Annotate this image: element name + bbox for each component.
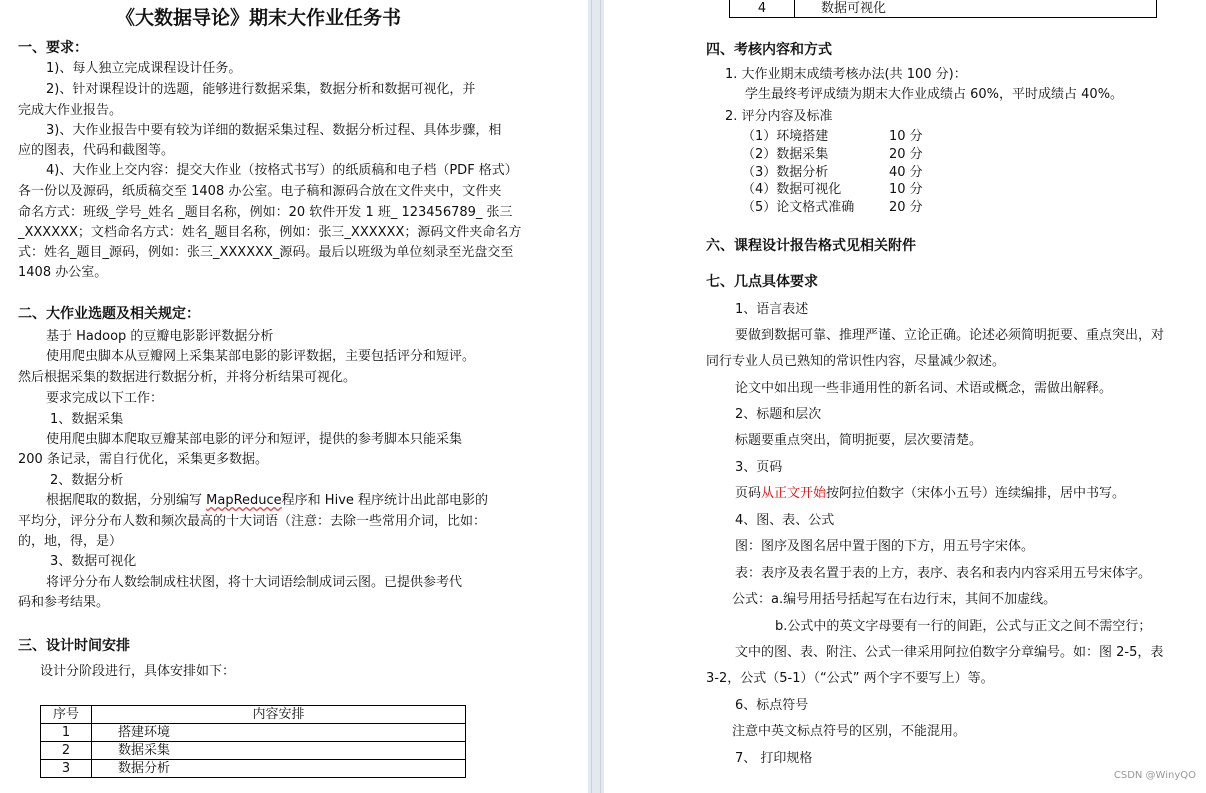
table-cell: 数据分析 [92,760,466,778]
s1-item-4-cont-1: 各一份以及源码，纸质稿交至 1408 办公室。电子稿和源码合放在文件夹中，文件夹 [18,184,502,199]
s2-work-3-desc: 将评分分布人数绘制成柱状图，将十大词语绘制成词云图。已提供参考代 [46,575,463,590]
s3-desc: 设计分阶段进行，具体安排如下： [40,664,236,679]
s1-item-1: 1)、每人独立完成课程设计任务。 [46,61,242,76]
watermark-text: CSDN @WinyQO [1113,770,1196,781]
score-item: （1）环境搭建 [742,129,829,144]
req-3-desc-pre: 页码 [735,486,762,501]
req-4-figure: 图：图序及图名居中置于图的下方，用五号字宋体。 [735,539,1035,554]
doc-title: 《大数据导论》期末大作业任务书 [116,7,402,29]
s1-item-2: 2)、针对课程设计的选题，能够进行数据采集，数据分析和数据可视化，并 [46,82,476,97]
req-1-desc-cont: 同行专业人员已熟知的常识性内容，尽量减少叙述。 [706,354,1006,369]
s2-work-2-desc-post: 程序和 Hive 程序统计出此部电影的 [281,493,489,508]
s2-work-2: 2、数据分析 [50,473,124,488]
s4-item-2: 2. 评分内容及标准 [725,109,833,124]
score-item: （2）数据采集 [742,147,829,162]
s1-item-3: 3)、大作业报告中要有较为详细的数据采集过程、数据分析过程、具体步骤，相 [46,123,502,138]
table-cell: 1 [41,724,92,742]
s2-work-2-desc-cont-1: 平均分，评分分布人数和频次最高的十大词语（注意：去除一些常用介词，比如： [18,514,487,529]
req-6-desc: 注意中英文标点符号的区别，不能混用。 [732,724,967,739]
req-1-desc-2: 论文中如出现一些非通用性的新名词、术语或概念，需做出解释。 [735,381,1113,396]
score-item: （4）数据可视化 [742,182,842,197]
s2-desc-cont: 然后根据采集的数据进行数据分析，并将分析结果可视化。 [18,370,357,385]
score-value: 10 分 [889,129,923,144]
score-value: 10 分 [889,182,923,197]
table-cell: 数据可视化 [795,0,1157,18]
section-3-title: 三、设计时间安排 [18,638,130,654]
req-3: 3、页码 [735,460,783,475]
mapreduce-term: MapReduce [206,493,282,508]
req-4: 4、图、表、公式 [735,513,835,528]
s2-work-2-desc [46,492,488,510]
req-2-desc: 标题要重点突出，简明扼要，层次要清楚。 [735,433,983,448]
table-cell: 4 [730,0,795,18]
req-3-desc-highlight: 从正文开始 [761,486,827,501]
table-header-cell: 序号 [41,706,92,724]
req-1: 1、语言表述 [735,302,809,317]
req-4-table: 表：表序及表名置于表的上方，表序、表名和表内内容采用五号宋体字。 [735,566,1152,581]
s2-work-2-desc-cont-2: 的，地，得，是） [18,534,123,549]
s1-item-3-cont: 应的图表，代码和截图等。 [18,143,175,158]
section-2-title: 二、大作业选题及相关规定： [18,306,200,322]
s2-work-1-desc: 使用爬虫脚本爬取豆瓣某部电影的评分和短评，提供的参考脚本只能采集 [46,432,463,447]
s1-item-4-cont-4: 式：姓名_题目_源码，例如：张三_XXXXXX_源码。最后以班级为单位刻录至光盘交至 [18,245,514,260]
score-item: （5）论文格式准确 [742,200,855,215]
section-1-title: 一、要求： [18,40,88,56]
s1-item-4: 4)、大作业上交内容：提交大作业（按格式书写）的纸质稿和电子档（PDF 格式） [46,163,518,178]
req-2: 2、标题和层次 [735,407,822,422]
s2-topic: 基于 Hadoop 的豆瓣电影影评数据分析 [46,329,274,344]
req-3-desc [735,485,1125,503]
req-7: 7、 打印规格 [735,751,813,766]
s2-desc: 使用爬虫脚本从豆瓣网上采集某部电影的影评数据，主要包括评分和短评。 [46,349,476,364]
table-cell: 搭建环境 [92,724,466,742]
table-header-row [41,706,466,724]
s2-work-1-desc-cont: 200 条记录，需自行优化，采集更多数据。 [18,452,268,467]
req-4-numbering: 文中的图、表、附注、公式一律采用阿拉伯数字分章编号。如：图 2-5，表 [735,645,1164,660]
table-row [41,742,466,760]
document-page-left [0,0,588,793]
table-cell: 3 [41,760,92,778]
schedule-table-cont [729,0,1157,18]
s1-item-4-cont-2: 命名方式：班级_学号_姓名 _题目名称，例如：20 软件开发 1 班_ 123456789_ 张三 [18,205,513,220]
score-value: 40 分 [889,165,923,180]
s1-item-4-cont-5: 1408 办公室。 [18,265,108,280]
req-4-formula-a: 公式：a.编号用括号括起写在右边行末，其间不加虚线。 [732,592,1057,607]
section-7-title: 七、几点具体要求 [706,274,818,290]
score-value: 20 分 [889,200,923,215]
section-4-title: 四、考核内容和方式 [706,42,832,58]
req-4-numbering-cont: 3-2，公式（5-1）（“公式” 两个字不要写上）等。 [706,671,994,686]
score-item: （3）数据分析 [742,165,829,180]
s1-item-2-cont: 完成大作业报告。 [18,103,123,118]
req-4-formula-b: b.公式中的英文字母要有一行的间距，公式与正文之间不需空行； [775,619,1152,634]
table-cell: 数据采集 [92,742,466,760]
table-row [730,0,1157,18]
s4-item-1-desc: 学生最终考评成绩为期末大作业成绩占 60%，平时成绩占 40%。 [745,87,1124,102]
document-page-right [604,0,1206,793]
page-gap [588,0,604,793]
table-row [41,760,466,778]
section-6-title: 六、课程设计报告格式见相关附件 [706,238,916,254]
table-header-cell: 内容安排 [92,706,466,724]
req-3-desc-post: 按阿拉伯数字（宋体小五号）连续编排，居中书写。 [826,486,1126,501]
s2-work-2-desc-pre: 根据爬取的数据，分别编写 [46,493,207,508]
table-cell: 2 [41,742,92,760]
s4-item-1: 1. 大作业期末成绩考核办法(共 100 分)： [725,67,967,82]
schedule-table [40,705,466,778]
s2-work-3-desc-cont: 码和参考结果。 [18,595,110,610]
s1-item-4-cont-3: _XXXXXX；文档命名方式：姓名_题目名称，例如：张三_XXXXXX；源码文件夹命名方 [18,225,522,240]
table-row [41,724,466,742]
s2-work-1: 1、数据采集 [50,412,124,427]
s2-requirements: 要求完成以下工作： [46,391,164,406]
score-value: 20 分 [889,147,923,162]
req-6: 6、标点符号 [735,698,809,713]
req-1-desc: 要做到数据可靠、推理严谨、立论正确。论述必须简明扼要、重点突出，对 [735,328,1165,343]
s2-work-3: 3、数据可视化 [50,554,137,569]
